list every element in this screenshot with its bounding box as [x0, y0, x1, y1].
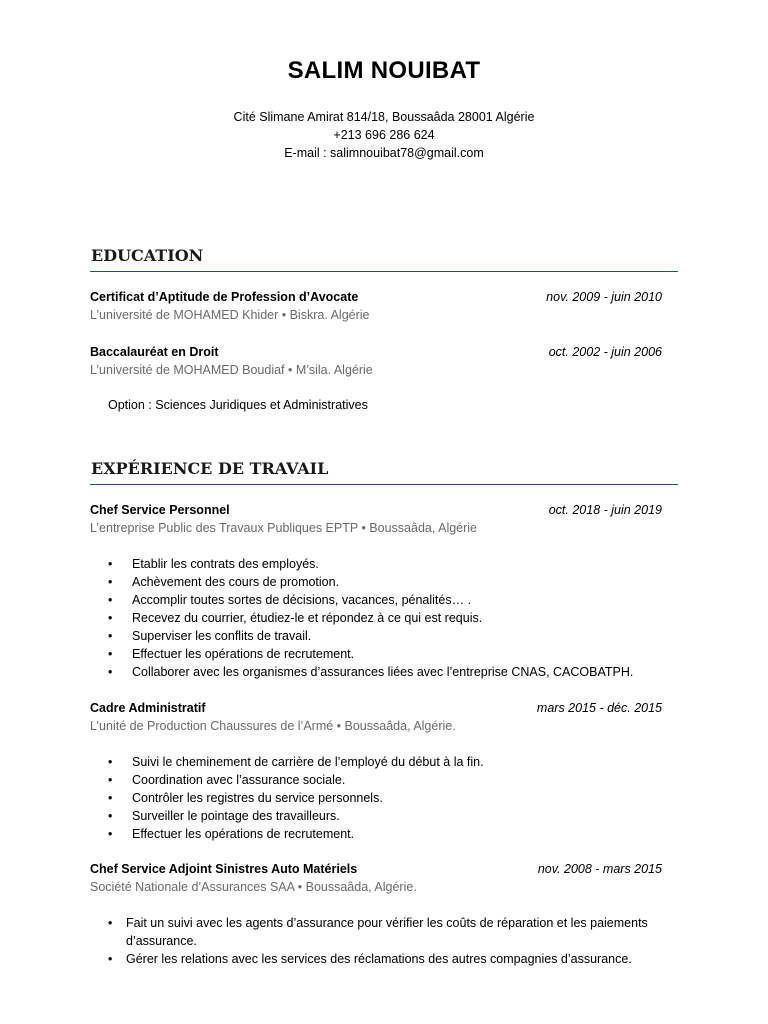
contact-block	[0, 108, 768, 162]
task-item: • Fait un suivi avec les agents d’assurance pour vérifier les coûts de réparation et les paiements d’assurance.	[108, 914, 688, 950]
email: E-mail : salimnouibat78@gmail.com	[284, 146, 484, 160]
task-item: • Etablir les contrats des employés.	[108, 555, 688, 573]
address: Cité Slimane Amirat 814/18, Boussaâda 28001 Algérie	[233, 110, 535, 124]
job-title: Cadre Administratif	[90, 701, 206, 715]
education-entry	[90, 288, 662, 324]
degree-option: Option : Sciences Juridiques et Administratives	[108, 398, 368, 412]
job-entry	[90, 699, 662, 735]
candidate-name: SALIM NOUIBAT	[287, 57, 481, 84]
degree-date: nov. 2009 - juin 2010	[546, 290, 662, 304]
education-heading: EDUCATION	[91, 246, 204, 265]
task-item: • Superviser les conflits de travail.	[108, 627, 688, 645]
experience-heading: EXPÉRIENCE DE TRAVAIL	[91, 459, 329, 478]
job-company: L’unité de Production Chaussures de l’Armé • Boussaâda, Algérie.	[90, 719, 456, 733]
job-tasks	[108, 555, 688, 681]
degree-institution: L’université de MOHAMED Khider • Biskra. Algérie	[90, 308, 370, 322]
task-item: • Effectuer les opérations de recrutement.	[108, 825, 688, 843]
job-company: Société Nationale d’Assurances SAA • Boussaâda, Algérie.	[90, 880, 417, 894]
education-divider	[90, 271, 678, 272]
job-tasks	[108, 914, 688, 968]
degree-institution: L’université de MOHAMED Boudiaf • M’sila. Algérie	[90, 363, 373, 377]
task-item: • Accomplir toutes sortes de décisions, vacances, pénalités… .	[108, 591, 688, 609]
task-item: • Achèvement des cours de promotion.	[108, 573, 688, 591]
task-item: • Effectuer les opérations de recrutement.	[108, 645, 688, 663]
task-item: • Collaborer avec les organismes d’assurances liées avec l’entreprise CNAS, CACOBATPH.	[108, 663, 688, 681]
job-company: L’entreprise Public des Travaux Publiques EPTP • Boussaâda, Algérie	[90, 521, 478, 535]
task-item: • Gérer les relations avec les services des réclamations des autres compagnies d’assurance.	[108, 950, 688, 968]
degree-title: Certificat d’Aptitude de Profession d’Avocate	[90, 290, 359, 304]
job-date: oct. 2018 - juin 2019	[548, 503, 662, 517]
task-item: • Suivi le cheminement de carrière de l’employé du début à la fin.	[108, 753, 688, 771]
task-item: • Contrôler les registres du service personnels.	[108, 789, 688, 807]
degree-title: Baccalauréat en Droit	[90, 345, 219, 359]
task-item: • Recevez du courrier, étudiez-le et répondez à ce qui est requis.	[108, 609, 688, 627]
phone: +213 696 286 624	[333, 128, 435, 142]
job-title: Chef Service Personnel	[90, 503, 230, 517]
task-item: • Coordination avec l’assurance sociale.	[108, 771, 688, 789]
job-entry	[90, 860, 662, 896]
job-date: mars 2015 - déc. 2015	[536, 701, 662, 715]
experience-divider	[90, 484, 678, 485]
job-date: nov. 2008 - mars 2015	[537, 862, 662, 876]
education-entry	[90, 343, 662, 379]
job-entry	[90, 501, 662, 537]
task-item: • Surveiller le pointage des travailleurs.	[108, 807, 688, 825]
degree-date: oct. 2002 - juin 2006	[548, 345, 662, 359]
job-title: Chef Service Adjoint Sinistres Auto Matériels	[90, 862, 358, 876]
job-tasks	[108, 753, 688, 843]
